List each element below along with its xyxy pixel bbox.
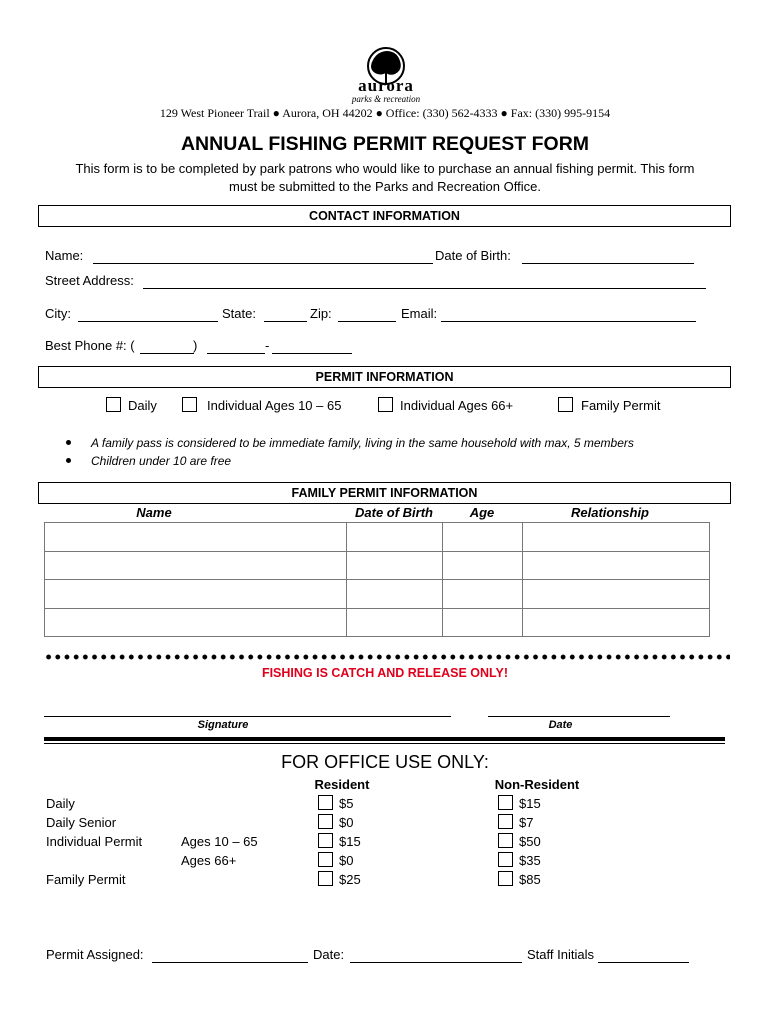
dob-cell[interactable] — [347, 551, 443, 580]
contact-section-heading: CONTACT INFORMATION — [38, 205, 731, 227]
resident-daily-checkbox[interactable] — [318, 795, 333, 810]
street-field[interactable] — [143, 288, 706, 289]
individual-66-checkbox[interactable] — [378, 397, 393, 412]
permit-section-heading: PERMIT INFORMATION — [38, 366, 731, 388]
permit-assigned-label: Permit Assigned: — [46, 947, 144, 962]
city-label: City: — [45, 306, 71, 321]
street-label: Street Address: — [45, 273, 134, 288]
resident-label: Resident — [314, 777, 370, 792]
address-line: 129 West Pioneer Trail ● Aurora, OH 44202 ● Office: (330) 562-4333 ● Fax: (330) 995-9154 — [159, 106, 611, 120]
resident-individual-10-65-checkbox[interactable] — [318, 833, 333, 848]
resident-family-checkbox[interactable] — [318, 871, 333, 886]
relationship-cell[interactable] — [523, 551, 710, 580]
col-header-dob: Date of Birth — [355, 505, 433, 520]
family-table — [44, 522, 710, 637]
family-section-heading: FAMILY PERMIT INFORMATION — [38, 482, 731, 504]
office-age-10-65: Ages 10 – 65 — [181, 834, 258, 849]
family-permit-option-label: Family Permit — [581, 398, 661, 413]
catch-release-notice: FISHING IS CATCH AND RELEASE ONLY! — [261, 666, 509, 680]
family-pass-note: A family pass is considered to be immediate family, living in the same household with max, 5 members — [91, 436, 634, 450]
children-free-note: Children under 10 are free — [91, 454, 232, 468]
relationship-cell[interactable] — [523, 580, 710, 609]
age-cell[interactable] — [443, 608, 523, 637]
logo-tagline: parks & recreation — [351, 94, 421, 104]
resident-price: $5 — [339, 796, 354, 811]
nonresident-label: Non-Resident — [494, 777, 580, 792]
city-field[interactable] — [78, 321, 218, 322]
table-row — [45, 523, 710, 552]
office-separator — [44, 737, 725, 741]
office-row-individual: Individual Permit — [46, 834, 143, 849]
name-field[interactable] — [93, 263, 433, 264]
table-row — [45, 608, 710, 637]
nonresident-price: $7 — [519, 815, 534, 830]
individual-66-option-label: Individual Ages 66+ — [400, 398, 514, 413]
office-row-daily-senior: Daily Senior — [46, 815, 117, 830]
intro-line-1: This form is to be completed by park patrons who would like to purchase an annual fishing permit. This form — [75, 161, 695, 176]
resident-price: $15 — [339, 834, 361, 849]
signature-label: Signature — [197, 719, 249, 731]
daily-option-label: Daily — [128, 398, 157, 413]
office-row-family: Family Permit — [46, 872, 126, 887]
name-cell[interactable] — [45, 523, 347, 552]
nonresident-daily-senior-checkbox[interactable] — [498, 814, 513, 829]
date-label: Date — [548, 719, 573, 731]
dob-cell[interactable] — [347, 523, 443, 552]
resident-daily-senior-checkbox[interactable] — [318, 814, 333, 829]
resident-individual-66-checkbox[interactable] — [318, 852, 333, 867]
office-date-field[interactable] — [350, 962, 522, 963]
individual-10-65-option-label: Individual Ages 10 – 65 — [207, 398, 342, 413]
nonresident-family-checkbox[interactable] — [498, 871, 513, 886]
name-cell[interactable] — [45, 551, 347, 580]
aurora-logo — [340, 46, 432, 106]
nonresident-price: $50 — [519, 834, 541, 849]
page-title: ANNUAL FISHING PERMIT REQUEST FORM — [180, 133, 590, 155]
email-label: Email: — [401, 306, 438, 321]
family-permit-checkbox[interactable] — [558, 397, 573, 412]
nonresident-price: $35 — [519, 853, 541, 868]
relationship-cell[interactable] — [523, 608, 710, 637]
col-header-relationship: Relationship — [570, 505, 649, 520]
staff-initials-field[interactable] — [598, 962, 689, 963]
office-age-66: Ages 66+ — [181, 853, 237, 868]
office-date-label: Date: — [313, 947, 345, 962]
dob-cell[interactable] — [347, 608, 443, 637]
phone-close-paren: ) — [193, 338, 198, 353]
staff-initials-label: Staff Initials — [527, 947, 594, 962]
nonresident-daily-checkbox[interactable] — [498, 795, 513, 810]
resident-price: $0 — [339, 815, 354, 830]
name-label: Name: — [45, 248, 84, 263]
permit-assigned-field[interactable] — [152, 962, 308, 963]
dob-label: Date of Birth: — [435, 248, 511, 263]
table-row — [45, 580, 710, 609]
state-field[interactable] — [264, 321, 307, 322]
phone-label: Best Phone #: ( — [45, 338, 135, 353]
state-label: State: — [222, 306, 256, 321]
date-field[interactable] — [488, 716, 670, 717]
phone-prefix-field[interactable] — [207, 353, 265, 354]
daily-checkbox[interactable] — [106, 397, 121, 412]
dob-cell[interactable] — [347, 580, 443, 609]
nonresident-price: $15 — [519, 796, 541, 811]
bullet-icon — [66, 458, 71, 463]
col-header-name: Name — [136, 505, 172, 520]
name-cell[interactable] — [45, 608, 347, 637]
resident-price: $25 — [339, 872, 361, 887]
office-separator-thin — [44, 743, 725, 744]
resident-price: $0 — [339, 853, 354, 868]
zip-field[interactable] — [338, 321, 396, 322]
dob-field[interactable] — [522, 263, 694, 264]
phone-area-code-field[interactable] — [140, 353, 194, 354]
col-header-age: Age — [469, 505, 495, 520]
phone-line-field[interactable] — [272, 353, 352, 354]
signature-field[interactable] — [44, 716, 451, 717]
nonresident-individual-66-checkbox[interactable] — [498, 852, 513, 867]
intro-line-2: must be submitted to the Parks and Recreation Office. — [229, 179, 541, 194]
phone-dash: - — [265, 338, 270, 353]
nonresident-price: $85 — [519, 872, 541, 887]
table-row — [45, 551, 710, 580]
email-field[interactable] — [441, 321, 696, 322]
zip-label: Zip: — [310, 306, 332, 321]
age-cell[interactable] — [443, 523, 523, 552]
bullet-icon — [66, 440, 71, 445]
individual-10-65-checkbox[interactable] — [182, 397, 197, 412]
age-cell[interactable] — [443, 551, 523, 580]
age-cell[interactable] — [443, 580, 523, 609]
relationship-cell[interactable] — [523, 523, 710, 552]
logo-name: aurora — [358, 76, 414, 95]
nonresident-individual-10-65-checkbox[interactable] — [498, 833, 513, 848]
office-row-daily: Daily — [46, 796, 75, 811]
name-cell[interactable] — [45, 580, 347, 609]
office-heading: FOR OFFICE USE ONLY: — [281, 752, 489, 772]
dotted-separator — [44, 654, 730, 660]
